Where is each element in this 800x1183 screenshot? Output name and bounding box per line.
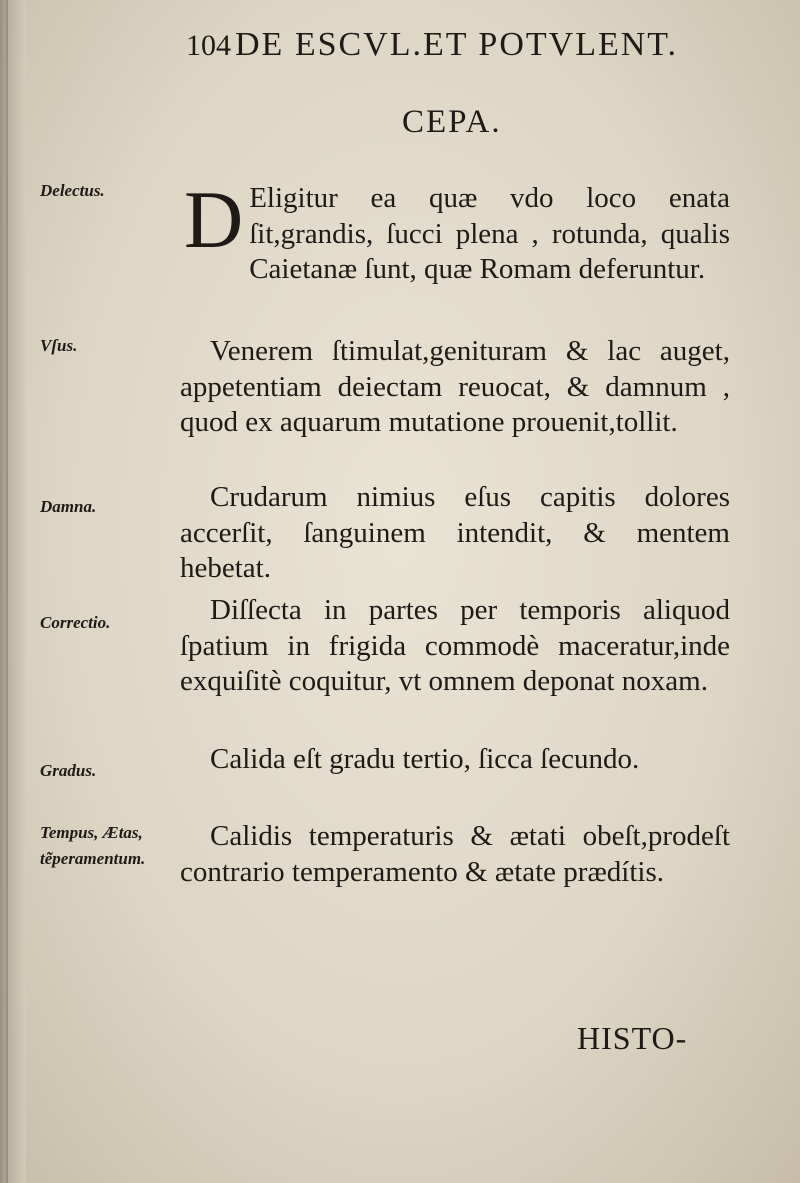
paragraph-gradus [180,742,730,778]
running-head-title: DE ESCVL.ET POTVLENT. [235,26,679,63]
section-title: CEPA. [402,104,502,140]
drop-cap: D [184,174,244,265]
paragraph-text: Calida eſt gradu tertio, ſicca ſecundo. [210,743,640,775]
paragraph-text: Venerem ſtimulat,genituram & lac auget, appetentiam deiectam reuocat, & damnum , quod ex aquarum mutatione prouenit,tollit. [180,335,730,438]
paragraph-delectus [180,174,730,288]
page-number: 104 [186,29,231,62]
paragraph-damna [180,480,730,587]
margin-note-usus: Vſus. [40,336,78,355]
margin-note-gradus: Gradus. [40,761,97,780]
paragraph-tempus [180,819,730,890]
paragraph-text: Calidis temperaturis & ætati obeſt,prodeſt contrario temperamento & ætate prædítis. [180,820,730,888]
margin-note-delectus: Delectus. [40,181,105,200]
paragraph-usus [180,334,730,441]
catchword: HISTO- [577,1020,688,1056]
running-head [186,26,746,64]
page-gutter-edge [0,0,26,1183]
paragraph-correctio [180,593,730,700]
paragraph-text: Diſſecta in partes per temporis aliquod ſpatium in frigida commodè maceratur,inde exquiſitè coquitur, vt omnem deponat noxam. [180,594,730,697]
paragraph-text: Eligitur ea quæ vdo loco enata ſit,grandis, ſucci plena , rotunda, qualis Caietanæ ſunt, quæ Romam deferuntur. [249,182,730,285]
paragraph-text: Crudarum nimius eſus capitis dolores accerſit, ſanguinem intendit, & mentem hebetat. [180,481,730,584]
margin-note-correctio: Correctio. [40,613,111,632]
margin-note-damna: Damna. [40,497,97,516]
margin-note-tempus: Tempus, Ætas, tẽperamentum. [40,823,146,868]
